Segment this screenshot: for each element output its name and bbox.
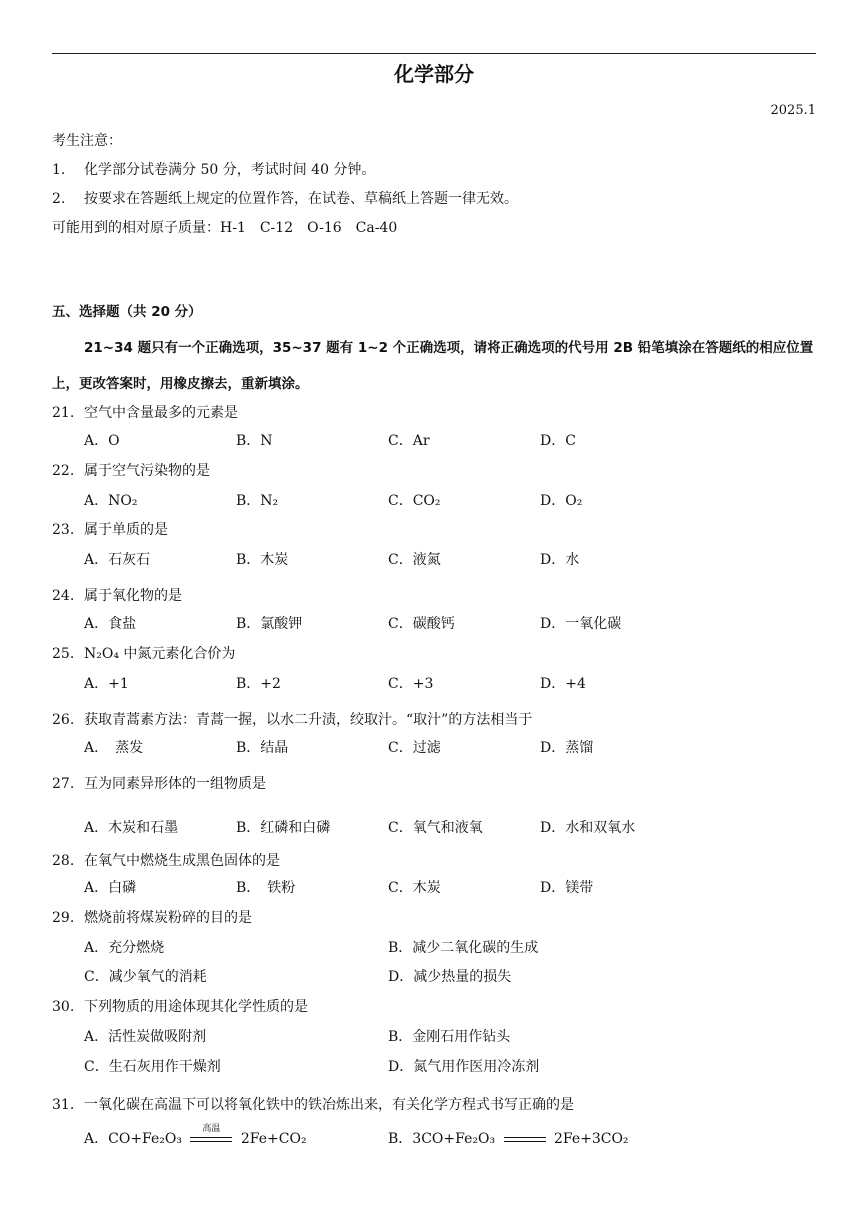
option-b: B．氯酸钾 (236, 616, 303, 632)
option-a: A．石灰石 (84, 552, 151, 568)
option-d: D．O₂ (540, 493, 583, 509)
option-d: D．蒸馏 (540, 740, 594, 756)
equation-right: 2Fe+CO₂ (240, 1131, 307, 1147)
option-b: B．金刚石用作钻头 (388, 1029, 511, 1045)
equals-sign (190, 1124, 232, 1146)
option-d: D．水 (540, 552, 580, 568)
equation-left: 3CO+Fe₂O₃ (412, 1131, 496, 1147)
reaction-condition: 高温 (202, 1124, 221, 1134)
option-d: D．减少热量的损失 (388, 969, 512, 985)
option-b: B．木炭 (236, 552, 289, 568)
option-b: B．红磷和白磷 (236, 820, 331, 836)
atomic-masses: 可能用到的相对原子质量：H-1 C-12 O-16 Ca-40 (52, 220, 398, 236)
question-stem: 25. N₂O₄ 中氮元素化合价为 (52, 646, 236, 662)
option-d: D．水和双氧水 (540, 820, 636, 836)
equals-sign (504, 1132, 546, 1146)
option-b: B． 铁粉 (236, 880, 296, 896)
option-a: A．CO+Fe₂O₃ 高温 2Fe+CO₂ (84, 1128, 307, 1148)
option-c: C．生石灰用作干燥剂 (84, 1059, 221, 1075)
option-a: A．活性炭做吸附剂 (84, 1029, 207, 1045)
option-c: C．过滤 (388, 740, 441, 756)
option-d: D．+4 (540, 676, 586, 692)
option-c: C．CO₂ (388, 493, 441, 509)
note-item: 2. 按要求在答题纸上规定的位置作答，在试卷、草稿纸上答题一律无效。 (52, 191, 518, 207)
note-item: 1. 化学部分试卷满分 50 分，考试时间 40 分钟。 (52, 162, 376, 178)
option-b: B．3CO+Fe₂O₃ 2Fe+3CO₂ (388, 1131, 629, 1147)
exam-date: 2025.1 (770, 103, 816, 118)
option-b: B．结晶 (236, 740, 289, 756)
equation-left: CO+Fe₂O₃ (108, 1131, 182, 1147)
option-c: C．Ar (388, 433, 430, 449)
option-a: A．食盐 (84, 616, 137, 632)
option-a: A．+1 (84, 676, 129, 692)
option-c: C．液氮 (388, 552, 441, 568)
option-b: B．N₂ (236, 493, 279, 509)
section-instruction: 21~34 题只有一个正确选项，35~37 题有 1~2 个正确选项，请将正确选项的代号用 2B 铅笔填涂在答题纸的相应位置上，更改答案时，用橡皮擦去，重新填涂。 (52, 340, 814, 392)
top-rule (52, 53, 816, 54)
equation-right: 2Fe+3CO₂ (553, 1131, 629, 1147)
option-c: C．碳酸钙 (388, 616, 455, 632)
option-a: A．O (84, 433, 120, 449)
question-stem: 27. 互为同素异形体的一组物质是 (52, 776, 266, 792)
option-d: D．C (540, 433, 576, 449)
option-c: C．氧气和液氧 (388, 820, 483, 836)
option-c: C．+3 (388, 676, 434, 692)
question-stem: 28. 在氧气中燃烧生成黑色固体的是 (52, 853, 280, 869)
option-a: A． 蒸发 (84, 740, 144, 756)
option-d: D．一氧化碳 (540, 616, 622, 632)
option-c: C．木炭 (388, 880, 441, 896)
question-stem: 24. 属于氧化物的是 (52, 588, 182, 604)
question-stem: 21. 空气中含量最多的元素是 (52, 405, 238, 421)
option-b: B．减少二氧化碳的生成 (388, 940, 539, 956)
question-stem: 29. 燃烧前将煤炭粉碎的目的是 (52, 910, 252, 926)
option-c: C．减少氧气的消耗 (84, 969, 207, 985)
option-b: B．N (236, 433, 273, 449)
question-stem: 26. 获取青蒿素方法：青蒿一握，以水二升渍，绞取汁。“取汁”的方法相当于 (52, 712, 533, 728)
option-a: A．白磷 (84, 880, 137, 896)
option-a: A．木炭和石墨 (84, 820, 179, 836)
question-stem: 30. 下列物质的用途体现其化学性质的是 (52, 999, 308, 1015)
question-stem: 22. 属于空气污染物的是 (52, 463, 210, 479)
question-stem: 31. 一氧化碳在高温下可以将氧化铁中的铁冶炼出来，有关化学方程式书写正确的是 (52, 1097, 574, 1113)
option-a: A．充分燃烧 (84, 940, 165, 956)
option-b: B．+2 (236, 676, 281, 692)
option-a: A．NO₂ (84, 493, 138, 509)
option-d: D．氮气用作医用冷冻剂 (388, 1059, 540, 1075)
option-d: D．镁带 (540, 880, 594, 896)
section-heading: 五、选择题（共 20 分） (52, 304, 202, 320)
page-title: 化学部分 (394, 62, 474, 86)
question-stem: 23. 属于单质的是 (52, 522, 168, 538)
notes-heading: 考生注意： (52, 133, 122, 149)
